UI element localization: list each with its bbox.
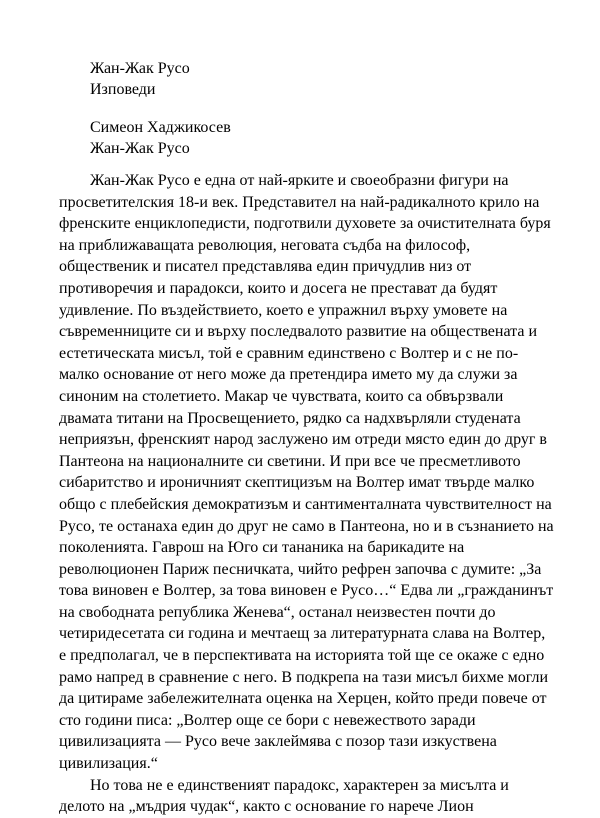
paragraph-line: цивилизация.“ xyxy=(59,755,158,773)
paragraph-line: рамо напред в сравнение с него. В подкрепа на тази мисъл бихме могли xyxy=(59,668,549,686)
paragraph-line: Но това не е единственият парадокс, характерен за мисълта и xyxy=(90,776,509,794)
paragraph-line: да цитираме забележителната оценка на Херцен, който преди повече от xyxy=(59,690,547,708)
book-author: Жан-Жак Русо xyxy=(90,60,190,77)
paragraph-line: е предполагал, че в перспективата на историята той ще се окаже с едно xyxy=(59,647,545,665)
paragraph-line: сто години писа: „Волтер още се бори с невежеството заради xyxy=(59,711,476,729)
body-text xyxy=(59,170,559,818)
paragraph-line: просветителския 18-и век. Представител на най-радикалното крило на xyxy=(59,193,540,211)
paragraph-line: Жан-Жак Русо е една от най-ярките и своеобразни фигури на xyxy=(90,172,509,189)
preface-header xyxy=(90,117,231,159)
paragraph-line: на свободната република Женева“, останал неизвестен почти до xyxy=(59,603,496,621)
preface-subject: Жан-Жак Русо xyxy=(90,140,190,157)
paragraph-line: общо с плебейския демократизъм и сантименталната чувствителност на xyxy=(59,495,552,513)
book-header xyxy=(90,58,190,100)
paragraph-line: синоним на столетието. Макар че чувствата, които са обвързвали xyxy=(59,387,504,405)
paragraph-line: цивилизацията — Русо вече заклеймява с позор тази изкуствена xyxy=(59,733,497,751)
paragraph-line: на приближаващата революция, неговата съдба на философ, xyxy=(59,236,471,254)
paragraph-line: Русо, те останаха един до друг не само в Пантеона, но и в съзнанието на xyxy=(59,517,554,535)
paragraph-line: естетическата мисъл, той е сравним единствено с Волтер и с не по- xyxy=(59,344,519,362)
preface-author: Симеон Хаджикосев xyxy=(90,119,231,136)
paragraph-line: двамата титани на Просвещението, рядко са надхвърляли студената xyxy=(59,409,521,427)
paragraph-line: Пантеона на националните си светини. И при все че пресметливото xyxy=(59,452,521,470)
paragraph-line: малко основание от него може да претендира името му да служи за xyxy=(59,366,518,384)
paragraph-line: това виновен е Волтер, за това виновен е Русо…“ Едва ли „гражданинът xyxy=(59,582,554,600)
paragraph-line: съвременниците си и върху последвалото развитие на обществената и xyxy=(59,323,538,341)
paragraph-line: четиридесетата си година и мечтаещ за литературната слава на Волтер, xyxy=(59,625,546,643)
paragraph-line: сибаритство и ироничният скептицизъм на Волтер имат твърде малко xyxy=(59,474,535,492)
paragraph-line: неприязън, френският народ заслужено им отреди място един до друг в xyxy=(59,431,547,449)
paragraph-line: общественик и писател представлява един причудлив низ от xyxy=(59,258,472,276)
book-title: Изповеди xyxy=(90,81,156,98)
paragraph-line: френските енциклопедисти, подготвили духовете за очистителната буря xyxy=(59,215,551,233)
paragraph-line: революционен Париж песничката, чийто рефрен започва с думите: „За xyxy=(59,560,542,578)
paragraph-line: удивление. По въздействието, което е упражнил върху умовете на xyxy=(59,301,508,319)
paragraph-line: противоречия и парадокси, които и досега не престават да будят xyxy=(59,279,498,297)
paragraph-line: делото на „мъдрия чудак“, както с основание го нарече Лион xyxy=(59,798,474,816)
paragraph-line: поколенията. Гаврош на Юго си тананика на барикадите на xyxy=(59,539,465,557)
